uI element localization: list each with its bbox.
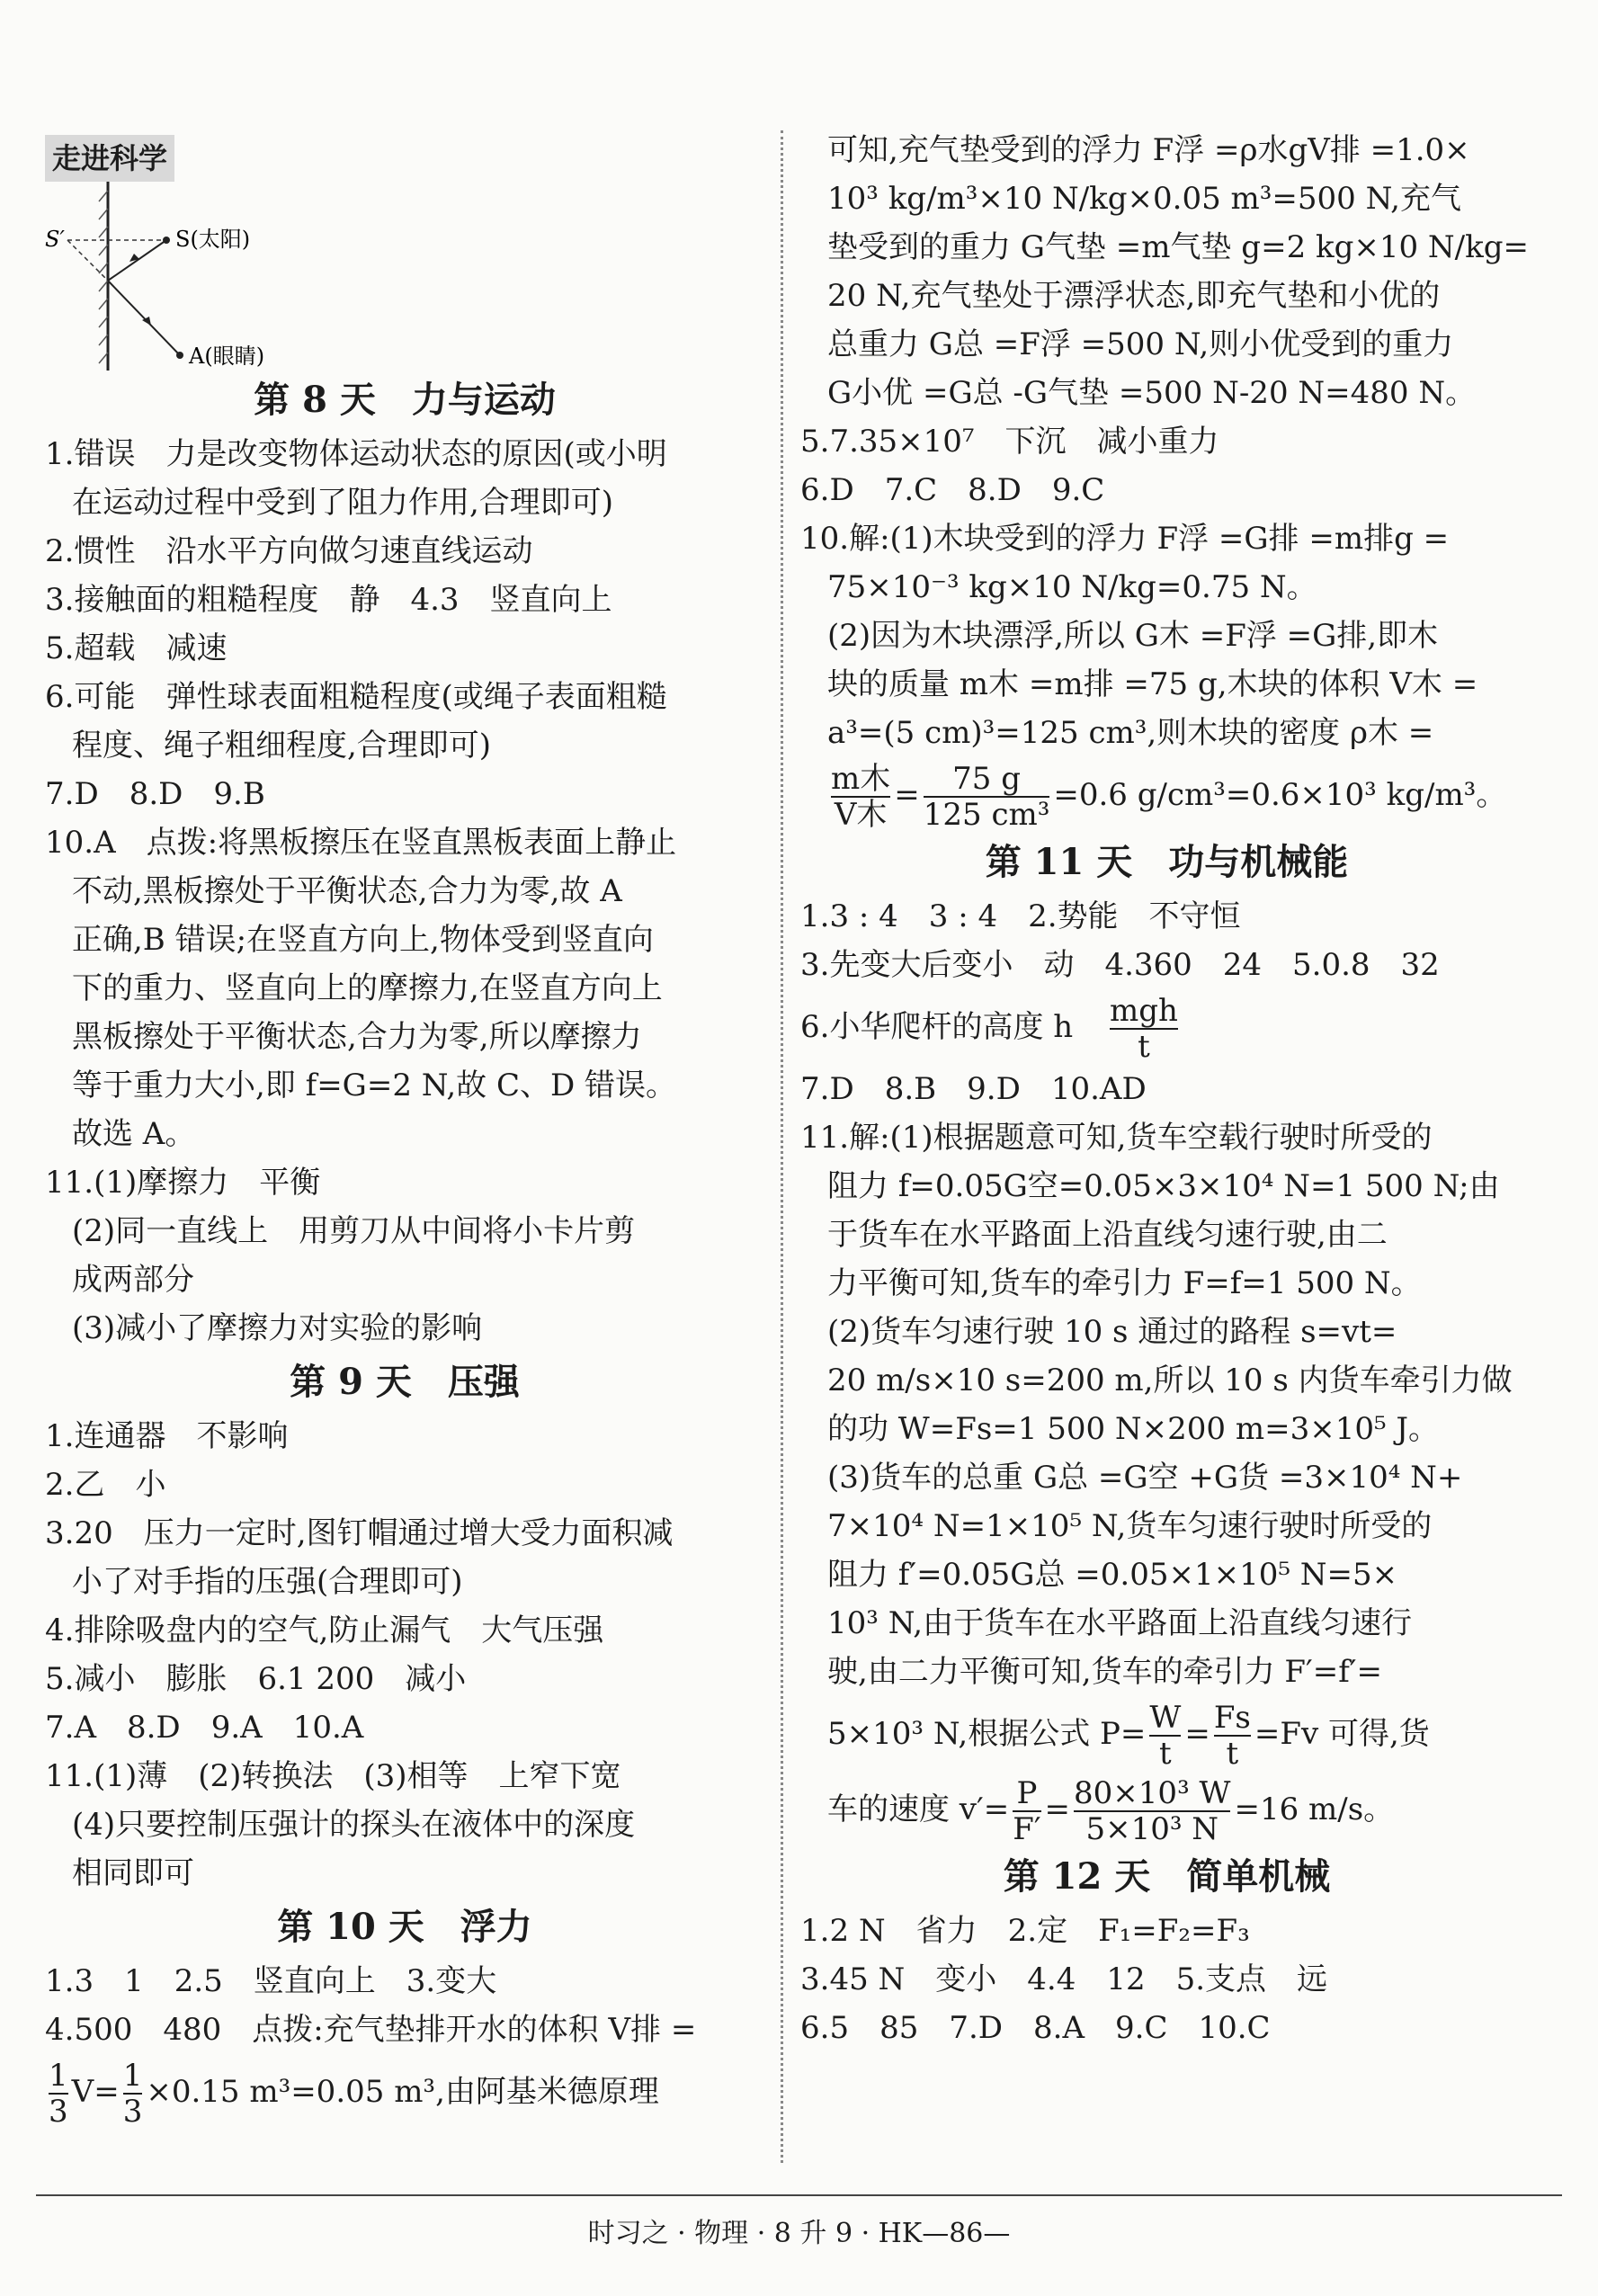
answer-line: 6.可能 弹性球表面粗糙程度(或绳子表面粗糙 xyxy=(45,679,667,715)
answer-line: 不动,黑板擦处于平衡状态,合力为零,故 A xyxy=(72,873,622,909)
left-column xyxy=(45,135,764,2130)
answer-line: 阻力 f′=0.05G总 =0.05×1×10⁵ N=5× xyxy=(827,1557,1398,1593)
speed-line: 车的速度 v′= $\frac{P}{F'}$ = $\frac{\text{80×10³ W}}{\text{5×10³ N}}$ =16 m/s。 xyxy=(827,1775,1395,1847)
answer-line: (3)减小了摩擦力对实验的影响 xyxy=(72,1310,483,1346)
fraction: $\frac{1}{3}$ xyxy=(122,2058,143,2130)
day12-heading: 第 12 天 简单机械 xyxy=(1003,1855,1331,1898)
answer-line: 5.超载 减速 xyxy=(45,630,228,666)
answer-line: 10.解:(1)木块受到的浮力 F浮 =G排 =m排g = xyxy=(800,521,1450,557)
answer-line: 的功 W=Fs=1 500 N×200 m=3×10⁵ J。 xyxy=(827,1411,1440,1447)
right-column xyxy=(800,126,1533,2052)
answer-line: 1.连通器 不影响 xyxy=(45,1418,289,1454)
answer-line: (2)货车匀速行驶 10 s 通过的路程 s=vt= xyxy=(827,1314,1397,1350)
answer-line: 驶,由二力平衡可知,货车的牵引力 F′=f′= xyxy=(827,1654,1383,1690)
answer-line: 1.错误 力是改变物体运动状态的原因(或小明 xyxy=(45,436,667,472)
answer-line: 1.3 : 4 3 : 4 2.势能 不守恒 xyxy=(800,898,1241,934)
day10-heading: 第 10 天 浮力 xyxy=(277,1906,532,1948)
answer-line: (2)同一直线上 用剪刀从中间将小卡片剪 xyxy=(72,1213,636,1249)
answer-line: 6.D 7.C 8.D 9.C xyxy=(800,472,1105,508)
answer-line: 11.解:(1)根据题意可知,货车空载行驶时所受的 xyxy=(800,1120,1433,1156)
answer-line: (2)因为木块漂浮,所以 G木 =F浮 =G排,即木 xyxy=(827,618,1439,654)
answer-line: 3.先变大后变小 动 4.360 24 5.0.8 32 xyxy=(800,947,1440,983)
reflection-diagram-svg xyxy=(45,182,405,371)
answer-line: 7.D 8.D 9.B xyxy=(45,776,265,812)
section-title: 走进科学 xyxy=(45,135,764,182)
fraction: $\frac{\text{m木}}{\text{V木}}$ xyxy=(831,761,891,833)
answer-line: 10.A 点拨:将黑板擦压在竖直黑板表面上静止 xyxy=(45,825,677,861)
answer-line: a³=(5 cm)³=125 cm³,则木块的密度 ρ木 = xyxy=(827,715,1434,751)
day8-heading: 第 8 天 力与运动 xyxy=(254,379,556,421)
answer-line: 4.排除吸盘内的空气,防止漏气 大气压强 xyxy=(45,1613,604,1648)
answer-line: 4.500 480 点拨:充气垫排开水的体积 V排 = xyxy=(45,2012,697,2048)
answer-line: 块的质量 m木 =m排 =75 g,木块的体积 V木 = xyxy=(827,666,1478,702)
answer-line: 7×10⁴ N=1×10⁵ N,货车匀速行驶时所受的 xyxy=(827,1508,1433,1544)
answer-line: (3)货车的总重 G总 =G空 +G货 =3×10⁴ N+ xyxy=(827,1460,1463,1496)
answer-line: 10³ kg/m³×10 N/kg×0.05 m³=500 N,充气 xyxy=(827,181,1461,217)
answer-line: 总重力 G总 =F浮 =500 N,则小优受到的重力 xyxy=(827,326,1454,362)
answer-line: 2.乙 小 xyxy=(45,1467,166,1503)
answer-line: 成两部分 xyxy=(72,1262,194,1298)
answer-line: G小优 =G总 -G气垫 =500 N-20 N=480 N。 xyxy=(827,375,1477,411)
answer-line: 故选 A。 xyxy=(72,1116,196,1152)
day11-heading: 第 11 天 功与机械能 xyxy=(985,841,1349,883)
fraction: $\frac{1}{3}$ xyxy=(49,2058,68,2130)
fraction: $\frac{Fs}{t}$ xyxy=(1213,1700,1251,1772)
answer-line: 6.小华爬杆的高度 h $\frac{\text{mgh}}{t}$ xyxy=(800,993,1178,1065)
answer-line: 正确,B 错误;在竖直方向上,物体受到竖直向 xyxy=(72,922,654,958)
answer-line: 黑板擦处于平衡状态,合力为零,所以摩擦力 xyxy=(72,1019,642,1055)
answer-line: 力平衡可知,货车的牵引力 F=f=1 500 N。 xyxy=(827,1265,1422,1301)
answer-line: 20 N,充气垫处于漂浮状态,即充气垫和小优的 xyxy=(827,278,1441,314)
answer-line: 3.45 N 变小 4.4 12 5.支点 远 xyxy=(800,1961,1328,1997)
page-footer: 时习之 · 物理 · 8 升 9 · HK—86— xyxy=(587,2218,1011,2249)
column-divider xyxy=(781,130,783,2163)
answer-line: 于货车在水平路面上沿直线匀速行驶,由二 xyxy=(827,1217,1388,1253)
answer-line: 11.(1)摩擦力 平衡 xyxy=(45,1165,321,1201)
answer-line: 下的重力、竖直向上的摩擦力,在竖直方向上 xyxy=(72,970,663,1006)
answer-line: 7.D 8.B 9.D 10.AD xyxy=(800,1071,1147,1107)
label-s: S(太阳) xyxy=(175,227,251,252)
mirror-diagram xyxy=(45,182,764,371)
answer-line: 程度、绳子粗细程度,合理即可) xyxy=(72,728,492,764)
answer-line: 小了对手指的压强(合理即可) xyxy=(72,1564,463,1600)
answer-line: 相同即可 xyxy=(72,1855,194,1891)
answer-line: 3.20 压力一定时,图钉帽通过增大受力面积减 xyxy=(45,1515,674,1551)
answer-line: 20 m/s×10 s=200 m,所以 10 s 内货车牵引力做 xyxy=(827,1362,1513,1398)
answer-line: 6.5 85 7.D 8.A 9.C 10.C xyxy=(800,2010,1271,2046)
answer-line: 5.7.35×10⁷ 下沉 减小重力 xyxy=(800,424,1219,460)
answer-line: 垫受到的重力 G气垫 =m气垫 g=2 kg×10 N/kg= xyxy=(827,229,1529,265)
label-a: A(眼睛) xyxy=(189,344,265,369)
density-line: $\frac{\text{m木}}{\text{V木}}$ = $\frac{75 g}{\text{125 cm³}}$ =0.6 g/cm³=0.6×10³ kg/m³。 xyxy=(831,761,1507,833)
fraction: $\frac{W}{t}$ xyxy=(1149,1700,1182,1772)
answer-line: 10³ N,由于货车在水平路面上沿直线匀速行 xyxy=(827,1605,1413,1641)
answer-line: 等于重力大小,即 f=G=2 N,故 C、D 错误。 xyxy=(72,1068,677,1103)
answer-line: 75×10⁻³ kg×10 N/kg=0.75 N。 xyxy=(827,569,1317,605)
answer-line: 2.惯性 沿水平方向做匀速直线运动 xyxy=(45,533,533,569)
answer-line: 阻力 f=0.05G空=0.05×3×10⁴ N=1 500 N;由 xyxy=(827,1168,1500,1204)
answer-line: 可知,充气垫受到的浮力 F浮 =ρ水gV排 =1.0× xyxy=(827,132,1470,168)
fraction: $\frac{P}{F'}$ xyxy=(1013,1775,1041,1847)
answer-line: 3.接触面的粗糙程度 静 4.3 竖直向上 xyxy=(45,582,612,618)
answer-line: (4)只要控制压强计的探头在液体中的深度 xyxy=(72,1807,636,1843)
answer-line: 11.(1)薄 (2)转换法 (3)相等 上窄下宽 xyxy=(45,1758,621,1794)
fraction: $\frac{75 g}{\text{125 cm³}}$ xyxy=(923,761,1050,833)
answer-line: 5.减小 膨胀 6.1 200 减小 xyxy=(45,1661,467,1697)
fraction: $\frac{\text{mgh}}{t}$ xyxy=(1109,993,1178,1065)
answer-line: 在运动过程中受到了阻力作用,合理即可) xyxy=(72,485,614,521)
answer-line: 1.3 1 2.5 竖直向上 3.变大 xyxy=(45,1963,497,1999)
label-s-prime: S′ xyxy=(45,227,65,252)
power-line: 5×10³ N,根据公式 P= $\frac{W}{t}$ = $\frac{Fs}{t}$ =Fv 可得,货 xyxy=(827,1700,1430,1772)
fraction-line: $\frac{1}{3}$ V= $\frac{1}{3}$ ×0.15 m³=0.05 m³,由阿基米德原理 xyxy=(49,2058,659,2130)
footer-rule xyxy=(36,2194,1562,2196)
answer-line: 1.2 N 省力 2.定 F₁=F₂=F₃ xyxy=(800,1913,1250,1949)
day9-heading: 第 9 天 压强 xyxy=(290,1361,520,1403)
answer-line: 7.A 8.D 9.A 10.A xyxy=(45,1710,364,1746)
fraction: $\frac{\text{80×10³ W}}{\text{5×10³ N}}$ xyxy=(1074,1775,1231,1847)
